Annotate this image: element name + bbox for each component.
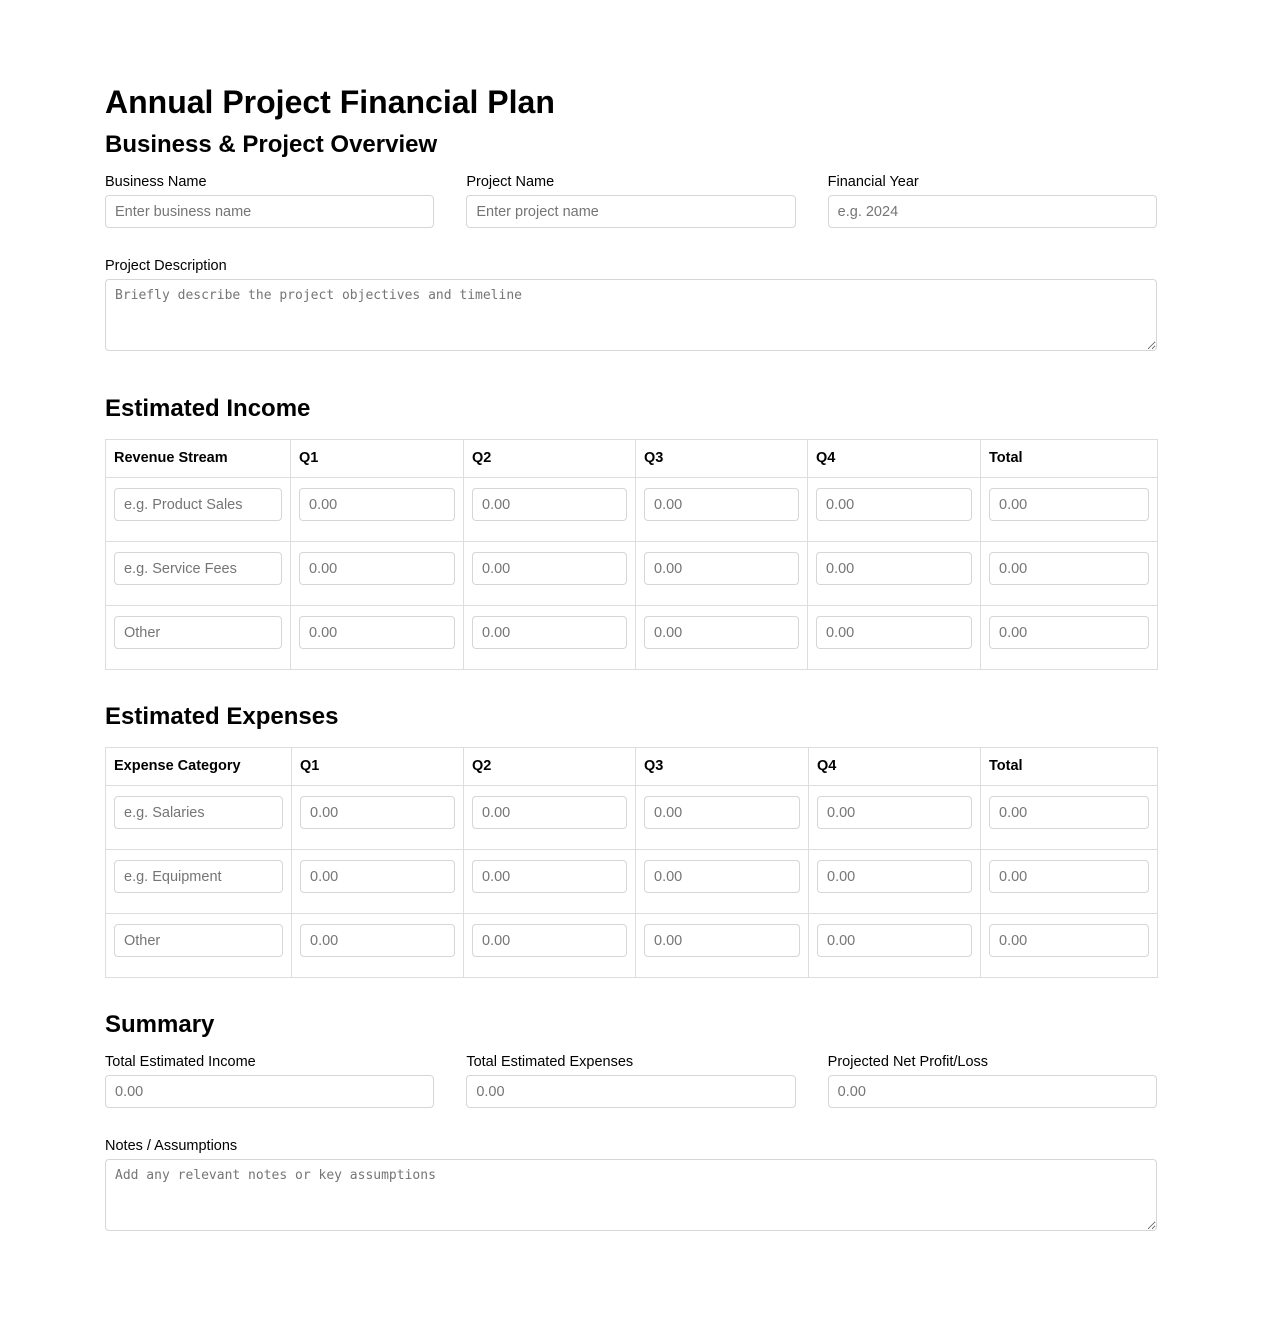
income-total-input[interactable] (989, 488, 1149, 521)
expense-q3-input[interactable] (644, 860, 800, 893)
project-name-label: Project Name (466, 174, 555, 190)
project-description-label: Project Description (105, 258, 227, 274)
income-row (106, 478, 1158, 542)
income-stream-input[interactable] (114, 488, 282, 521)
income-q2-input[interactable] (472, 616, 627, 649)
financial-year-label: Financial Year (827, 174, 919, 190)
income-header-row (106, 440, 1158, 478)
income-q2-input[interactable] (472, 488, 627, 521)
income-q2-input[interactable] (472, 552, 627, 585)
project-name-group (466, 174, 795, 228)
net-profit-group (828, 1054, 1157, 1108)
expense-row (106, 786, 1158, 850)
income-row (106, 606, 1158, 670)
expenses-heading: Estimated Expenses (105, 703, 339, 730)
expenses-col-q2: Q2 (464, 748, 636, 786)
project-description-textarea[interactable] (105, 279, 1157, 351)
expense-total-input[interactable] (989, 860, 1149, 893)
expense-total-input[interactable] (989, 924, 1149, 957)
expenses-col-q3: Q3 (636, 748, 809, 786)
expense-q3-input[interactable] (644, 924, 800, 957)
expense-category-input[interactable] (114, 860, 283, 893)
income-stream-input[interactable] (114, 616, 282, 649)
income-q4-input[interactable] (816, 616, 972, 649)
expense-q3-input[interactable] (644, 796, 800, 829)
expense-q4-input[interactable] (817, 860, 972, 893)
summary-heading: Summary (105, 1011, 215, 1038)
summary-fields (105, 1054, 1157, 1108)
income-q4-input[interactable] (816, 552, 972, 585)
income-q4-input[interactable] (816, 488, 972, 521)
income-stream-input[interactable] (114, 552, 282, 585)
income-q3-input[interactable] (644, 552, 799, 585)
expense-category-input[interactable] (114, 924, 283, 957)
notes-label: Notes / Assumptions (105, 1138, 238, 1154)
total-expenses-label: Total Estimated Expenses (466, 1054, 634, 1070)
expense-q4-input[interactable] (817, 796, 972, 829)
total-expenses-input[interactable] (466, 1075, 795, 1108)
net-profit-input[interactable] (828, 1075, 1157, 1108)
income-col-q2: Q2 (464, 440, 636, 478)
income-table (105, 439, 1158, 670)
expense-q2-input[interactable] (472, 860, 627, 893)
expense-category-input[interactable] (114, 796, 283, 829)
financial-plan-form (105, 0, 1157, 1236)
income-q3-input[interactable] (644, 488, 799, 521)
total-expenses-group (466, 1054, 795, 1108)
expense-row (106, 914, 1158, 978)
income-row (106, 542, 1158, 606)
notes-group (105, 1138, 1157, 1236)
overview-fields (105, 174, 1157, 228)
income-q3-input[interactable] (644, 616, 799, 649)
expenses-header-row (106, 748, 1158, 786)
expenses-table (105, 747, 1158, 978)
total-income-group (105, 1054, 434, 1108)
income-q1-input[interactable] (299, 488, 455, 521)
expense-q1-input[interactable] (300, 796, 455, 829)
business-name-label: Business Name (105, 174, 207, 190)
expense-q1-input[interactable] (300, 924, 455, 957)
income-q1-input[interactable] (299, 616, 455, 649)
expenses-col-q4: Q4 (809, 748, 981, 786)
page-title: Annual Project Financial Plan (105, 84, 555, 120)
expenses-col-category: Expense Category (106, 748, 292, 786)
project-name-input[interactable] (466, 195, 795, 228)
income-col-q4: Q4 (808, 440, 981, 478)
income-col-q3: Q3 (636, 440, 808, 478)
expense-q4-input[interactable] (817, 924, 972, 957)
expenses-col-q1: Q1 (292, 748, 464, 786)
financial-year-group (828, 174, 1157, 228)
income-heading: Estimated Income (105, 395, 311, 422)
income-total-input[interactable] (989, 552, 1149, 585)
expense-q2-input[interactable] (472, 796, 627, 829)
income-col-revenue-stream: Revenue Stream (106, 440, 291, 478)
expense-total-input[interactable] (989, 796, 1149, 829)
income-col-total: Total (981, 440, 1158, 478)
total-income-input[interactable] (105, 1075, 434, 1108)
financial-year-input[interactable] (828, 195, 1157, 228)
income-q1-input[interactable] (299, 552, 455, 585)
overview-heading: Business & Project Overview (105, 131, 438, 158)
project-description-group (105, 258, 1157, 356)
expense-q2-input[interactable] (472, 924, 627, 957)
business-name-input[interactable] (105, 195, 434, 228)
total-income-label: Total Estimated Income (105, 1054, 256, 1070)
income-col-q1: Q1 (291, 440, 464, 478)
business-name-group (105, 174, 434, 228)
expenses-col-total: Total (981, 748, 1158, 786)
notes-textarea[interactable] (105, 1159, 1157, 1231)
expense-q1-input[interactable] (300, 860, 455, 893)
net-profit-label: Projected Net Profit/Loss (827, 1054, 989, 1070)
income-total-input[interactable] (989, 616, 1149, 649)
expense-row (106, 850, 1158, 914)
